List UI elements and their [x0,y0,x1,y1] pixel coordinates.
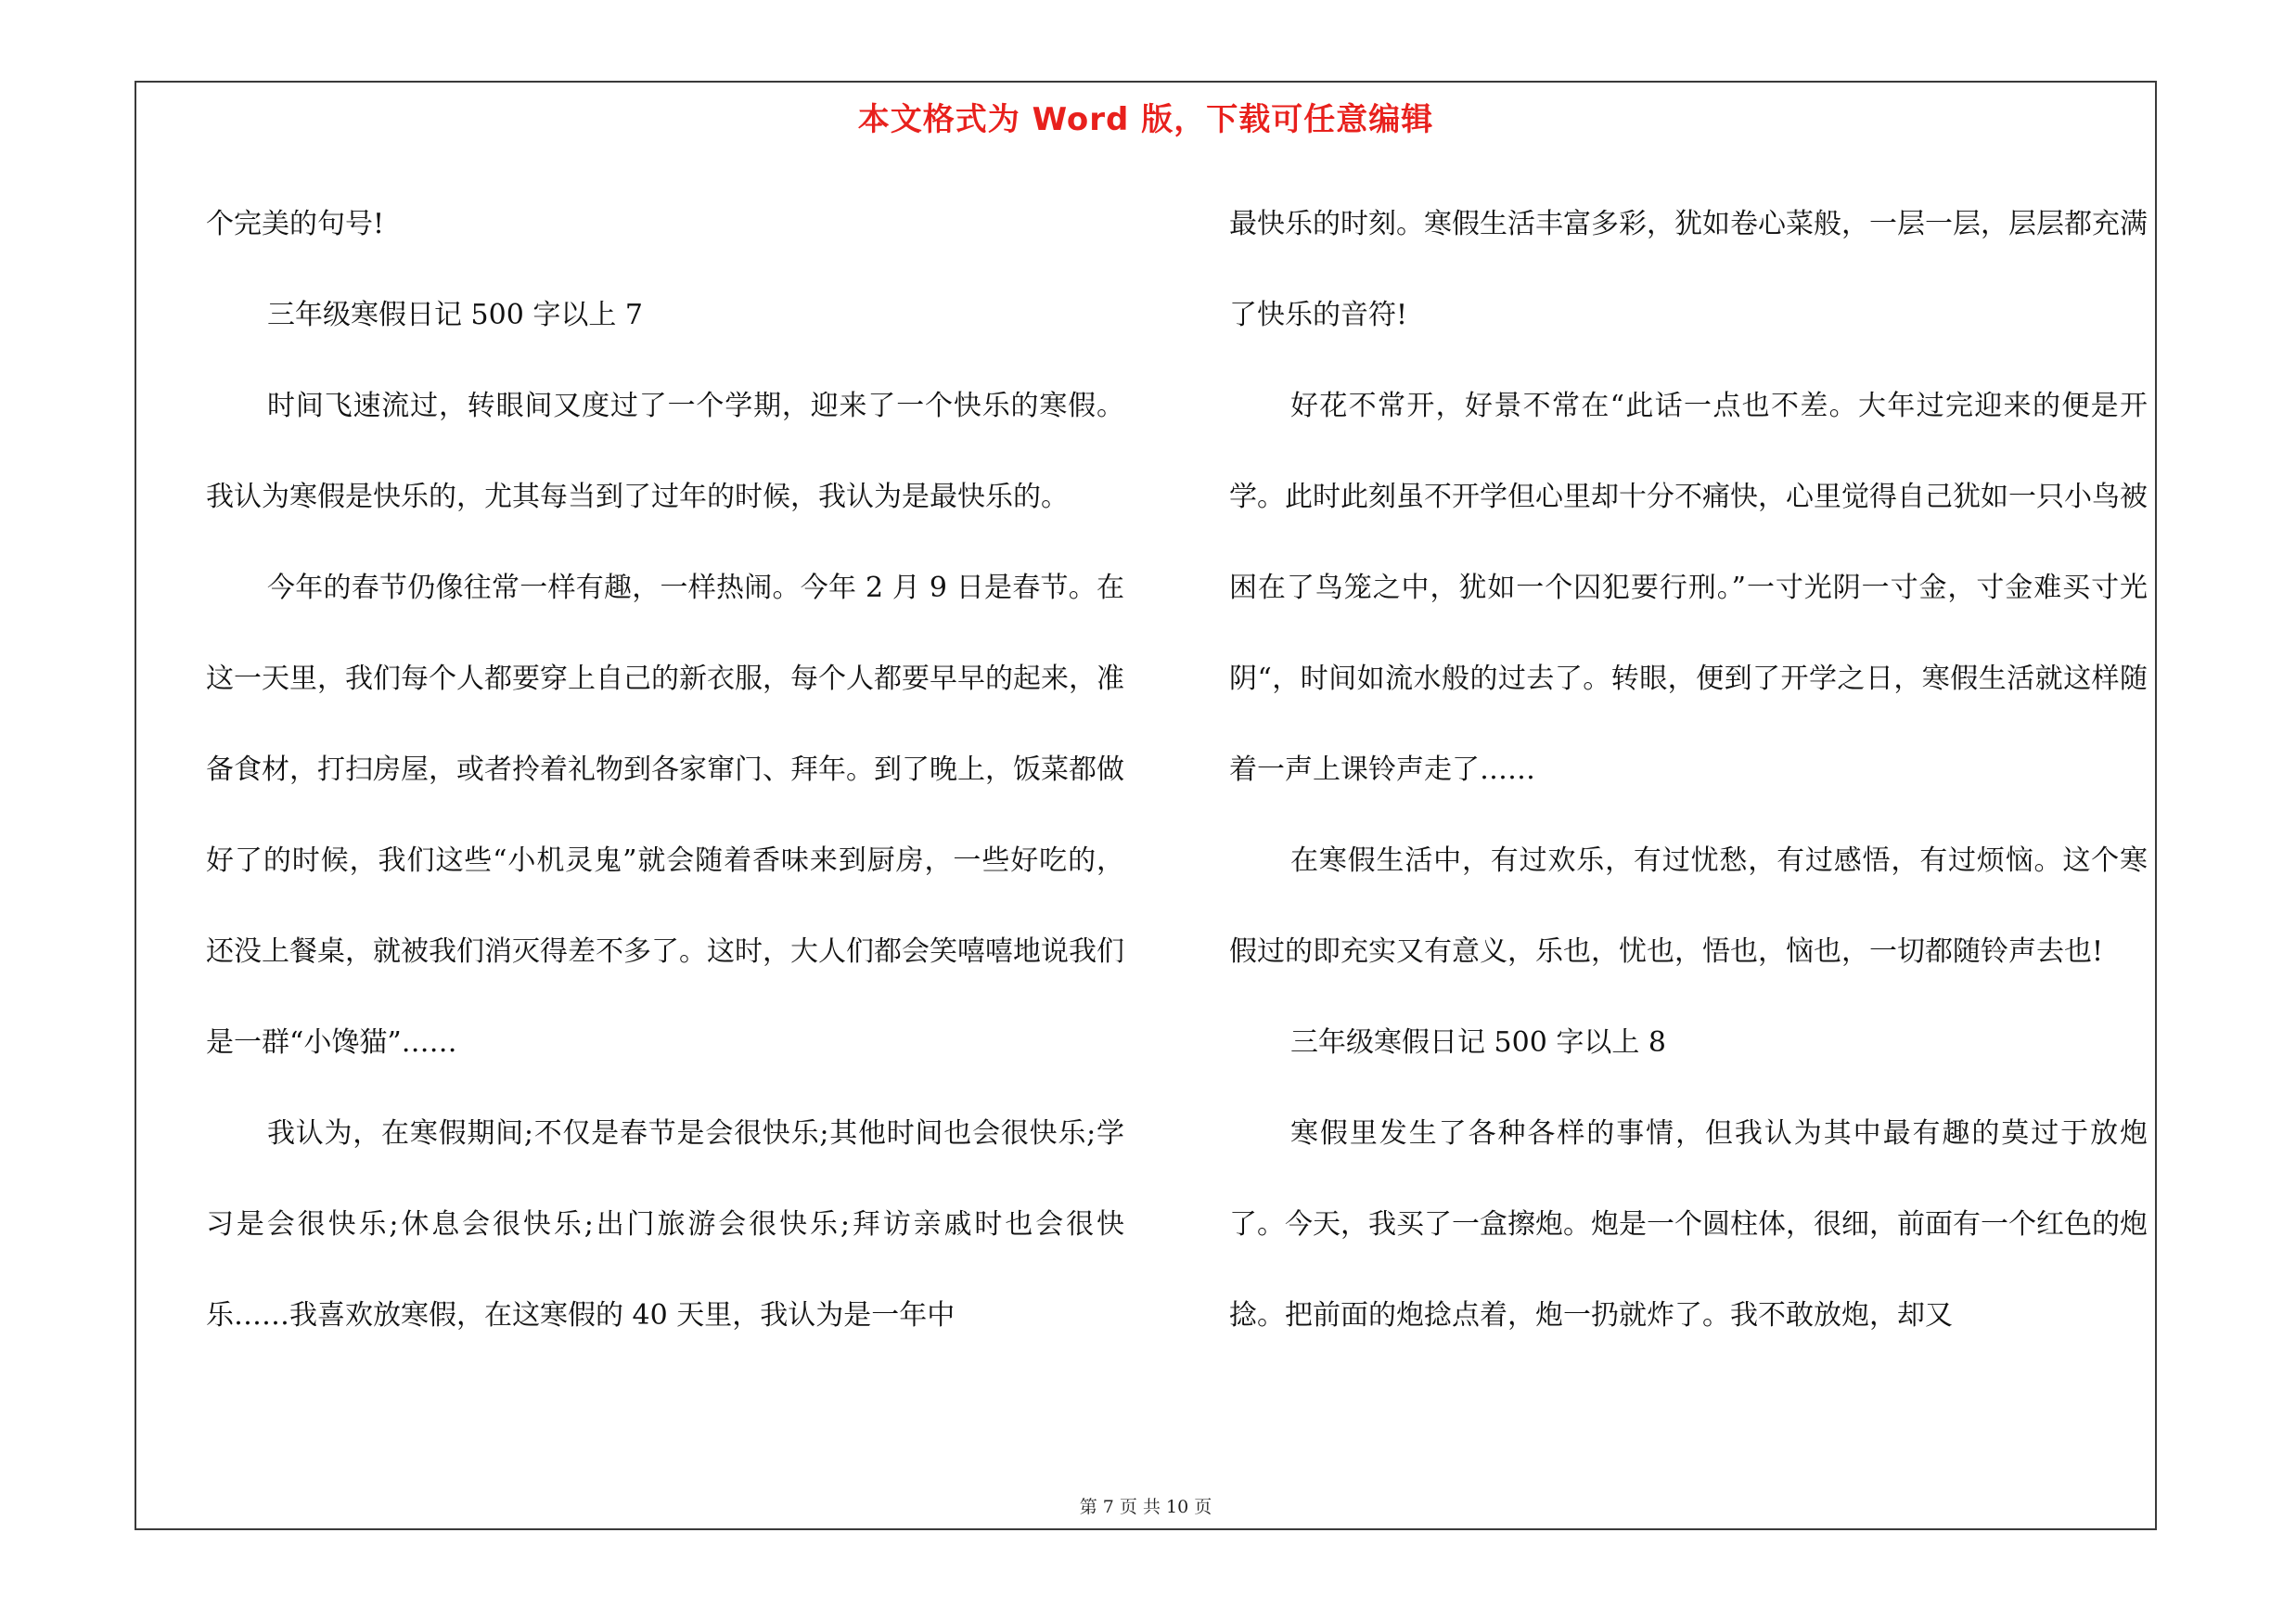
right-column [1229,179,2148,1361]
page-frame [135,81,2157,1530]
format-banner: 本文格式为 Word 版，下载可任意编辑 [857,101,1434,138]
section-heading: 三年级寒假日记 500 字以上 8 [1290,1026,1666,1059]
paragraph: 我认为，在寒假期间;不仅是春节是会很快乐;其他时间也会很快乐;学习是会很快乐;休息会很快乐;出门旅游会很快乐;拜访亲戚时也会很快乐……我喜欢放寒假，在这寒假的 40 天里，我认为是一年中 [206,1117,1124,1332]
paragraph: 在寒假生活中，有过欢乐，有过忧愁，有过感悟，有过烦恼。这个寒假过的即充实又有意义，乐也，忧也，悟也，恼也，一切都随铃声去也! [1229,844,2148,968]
paragraph: 最快乐的时刻。寒假生活丰富多彩，犹如卷心菜般，一层一层，层层都充满了快乐的音符! [1229,208,2148,331]
page-number-footer: 第 7 页 共 10 页 [1079,1497,1212,1517]
paragraph: 今年的春节仍像往常一样有趣，一样热闹。今年 2 月 9 日是春节。在这一天里，我们每个人都要穿上自己的新衣服，每个人都要早早的起来，准备食材，打扫房屋，或者拎着礼物到各家窜门、拜年。到了晚上，饭菜都做好了的时候，我们这些“小机灵鬼”就会随着香味来到厨房，一些好吃的，还没上餐桌，就被我们消灭得差不多了。这时，大人们都会笑嘻嘻地说我们是一群“小馋猫”…… [206,572,1124,1059]
paragraph: 时间飞速流过，转眼间又度过了一个学期，迎来了一个快乐的寒假。我认为寒假是快乐的，尤其每当到了过年的时候，我认为是最快乐的。 [206,390,1124,513]
left-column [206,179,1124,1361]
paragraph: 个完美的句号! [206,208,385,240]
section-heading: 三年级寒假日记 500 字以上 7 [267,299,643,331]
paragraph: 好花不常开，好景不常在“此话一点也不差。大年过完迎来的便是开学。此时此刻虽不开学但心里却十分不痛快，心里觉得自己犹如一只小鸟被困在了鸟笼之中，犹如一个囚犯要行刑。”一寸光阴一寸金，寸金难买寸光阴“，时间如流水般的过去了。转眼，便到了开学之日，寒假生活就这样随着一声上课铃声走了…… [1229,390,2148,786]
paragraph: 寒假里发生了各种各样的事情，但我认为其中最有趣的莫过于放炮了。今天，我买了一盒擦炮。炮是一个圆柱体，很细，前面有一个红色的炮捻。把前面的炮捻点着，炮一扔就炸了。我不敢放炮，却又 [1229,1117,2148,1332]
